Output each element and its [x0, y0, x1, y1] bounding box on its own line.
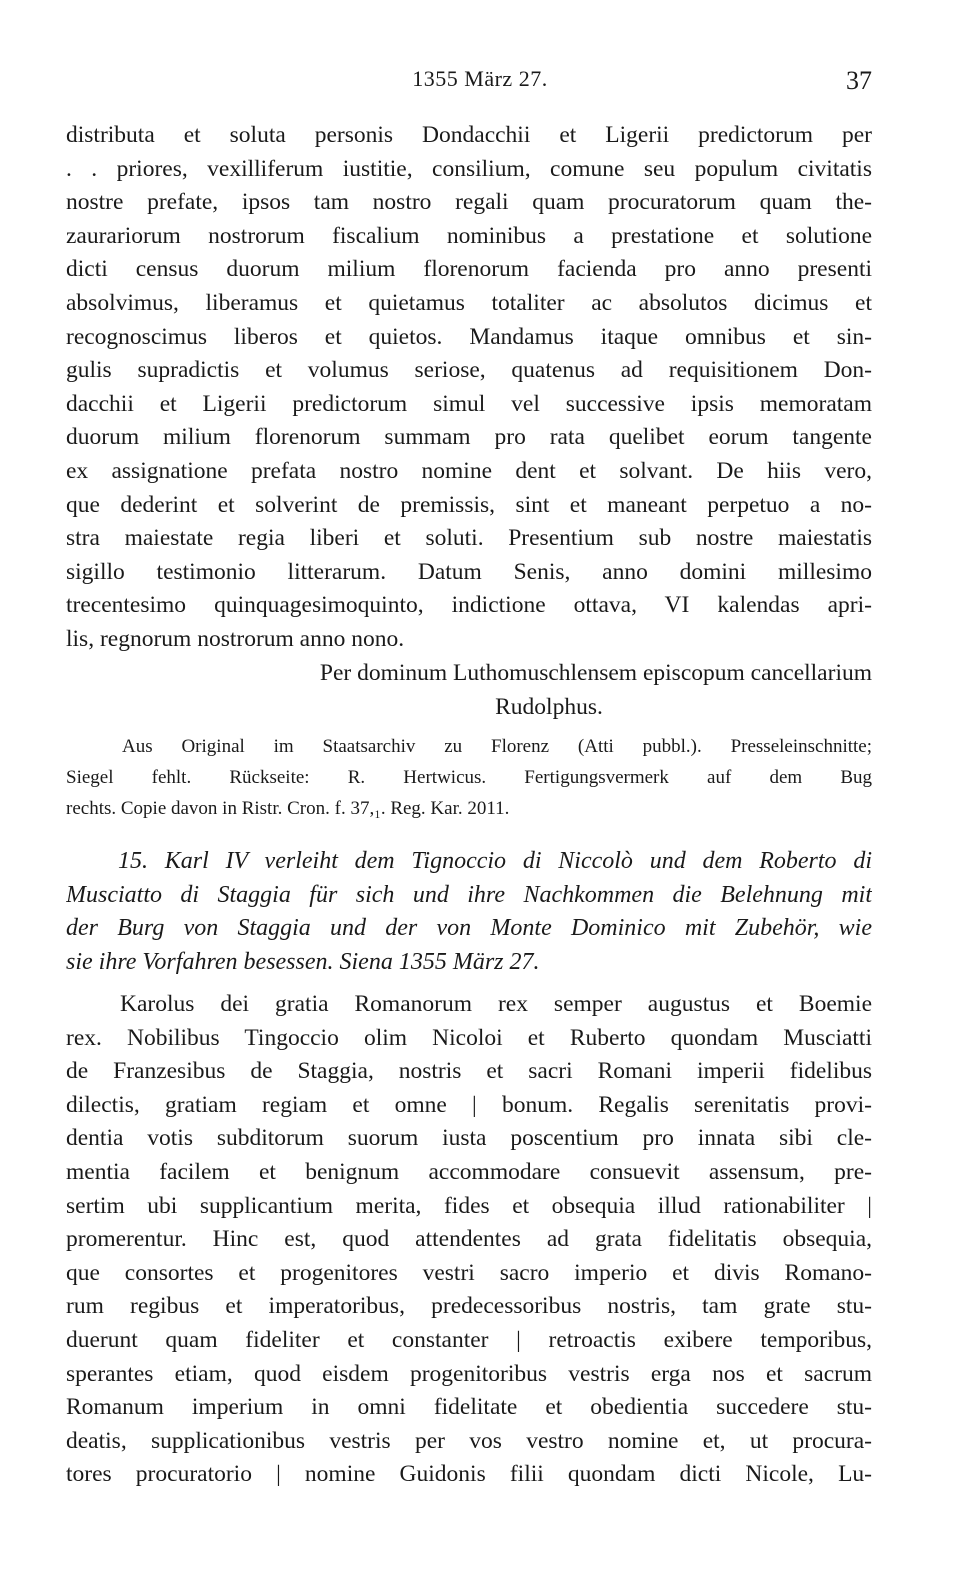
- source-note: [66, 731, 872, 824]
- heading-line: 15. Karl IV verleiht dem Tignoccio di Niccolò und dem Roberto di: [118, 848, 872, 874]
- heading-line: sie ihre Vorfahren besessen. Siena 1355 März 27.: [66, 948, 540, 975]
- note-line: rechts. Copie davon in Ristr. Cron. f. 37,₁. Reg. Kar. 2011.: [66, 798, 510, 819]
- note-line: Aus Original im Staatsarchiv zu Florenz (Atti pubbl.). Presseleinschnitte;: [122, 736, 872, 757]
- text-line: distributa et soluta personis Dondacchii et Ligerii predictorum per: [66, 122, 872, 148]
- document-heading: [66, 845, 872, 979]
- text-line: ex assignatione prefata nostro nomine dent et solvant. De hiis vero,: [66, 457, 872, 484]
- text-line: sigillo testimonio litterarum. Datum Senis, anno domini millesimo: [66, 558, 872, 585]
- text-line: rex. Nobilibus Tingoccio olim Nicoloi et Ruberto quondam Musciatti: [66, 1024, 872, 1051]
- text-line: dacchii et Ligerii predictorum simul vel successive ipsis memoratam: [66, 390, 872, 417]
- text-line: lis, regnorum nostrorum anno nono.: [66, 625, 405, 652]
- text-line: sperantes etiam, quod eisdem progenitoribus vestris erga nos et sacrum: [66, 1360, 872, 1387]
- text-line: trecentesimo quinquagesimoquinto, indictione ottava, VI kalendas apri-: [66, 592, 872, 619]
- body-paragraph-continued: [66, 119, 872, 657]
- text-line: promerentur. Hinc est, quod attendentes ad grata fidelitatis obsequia,: [66, 1226, 872, 1253]
- text-line: dentia votis subditorum suorum iusta poscentium pro innata sibi cle-: [66, 1125, 872, 1152]
- running-head: 1355 März 27.: [412, 66, 548, 91]
- text-line: deatis, supplicationibus vestris per vos vestro nomine et, ut procura-: [66, 1427, 872, 1454]
- page-number: 37: [846, 66, 872, 95]
- chancery-signature: Rudolphus.: [495, 693, 603, 720]
- page-header: [0, 62, 960, 102]
- text-line: dicti census duorum milium florenorum facienda pro anno presenti: [66, 256, 872, 283]
- text-line: sertim ubi supplicantium merita, fides et obsequia illud rationabiliter |: [66, 1192, 872, 1219]
- text-line: duerunt quam fideliter et constanter | retroactis exibere temporibus,: [66, 1326, 872, 1353]
- text-line: recognoscimus liberos et quietos. Mandamus itaque omnibus et sin-: [66, 323, 872, 350]
- text-line: de Franzesibus de Staggia, nostris et sacri Romani imperii fidelibus: [66, 1058, 872, 1085]
- chancery-subscription: [66, 657, 872, 724]
- chancery-line: Per dominum Luthomuschlensem episcopum cancellarium: [319, 660, 872, 686]
- text-line: que consortes et progenitores vestri sacro imperio et divis Romano-: [66, 1259, 872, 1286]
- text-line: gulis supradictis et volumus seriose, quatenus ad requisitionem Don-: [66, 357, 872, 384]
- text-line: zaurariorum nostrorum fiscalium nominibus a prestatione et solutione: [66, 222, 872, 249]
- text-line: mentia facilem et benignum accommodare consuevit assensum, pre-: [66, 1158, 872, 1185]
- document-body: [66, 988, 872, 1492]
- text-line: . . priores, vexilliferum iustitie, consilium, comune seu populum civitatis: [66, 155, 872, 182]
- text-line: absolvimus, liberamus et quietamus totaliter ac absolutos dicimus et: [66, 289, 872, 316]
- text-line: nostre prefate, ipsos tam nostro regali quam procuratorum quam the-: [66, 189, 872, 216]
- text-line: dilectis, gratiam regiam et omne | bonum. Regalis serenitatis provi-: [66, 1091, 872, 1118]
- text-line: tores procuratorio | nomine Guidonis filii quondam dicti Nicole, Lu-: [66, 1461, 872, 1488]
- text-line: stra maiestate regia liberi et soluti. Presentium sub nostre maiestatis: [66, 525, 872, 552]
- heading-line: der Burg von Staggia und der von Monte Dominico mit Zubehör, wie: [66, 915, 872, 941]
- text-line: que dederint et solverint de premissis, sint et maneant perpetuo a no-: [66, 491, 872, 518]
- heading-line: Musciatto di Staggia für sich und ihre Nachkommen die Belehnung mit: [66, 881, 872, 908]
- note-line: Siegel fehlt. Rückseite: R. Hertwicus. Fertigungsvermerk auf dem Bug: [66, 767, 872, 788]
- text-line: duorum milium florenorum summam pro rata quelibet eorum tangente: [66, 424, 872, 451]
- text-line: rum regibus et imperatoribus, predecessoribus nostris, tam grate stu-: [66, 1293, 872, 1320]
- text-line: Karolus dei gratia Romanorum rex semper augustus et Boemie: [120, 991, 872, 1017]
- text-line: Romanum imperium in omni fidelitate et obedientia succedere stu-: [66, 1394, 872, 1421]
